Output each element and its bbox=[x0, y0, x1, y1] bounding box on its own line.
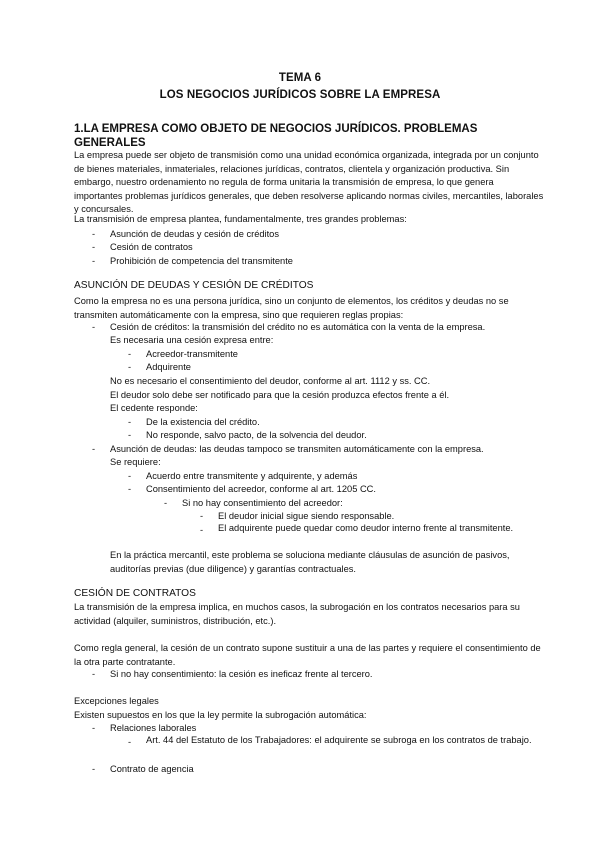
dash-bullet: - bbox=[128, 430, 132, 440]
consequence-item: El deudor inicial sigue siendo responsable. bbox=[218, 511, 395, 521]
exception-item: Contrato de agencia bbox=[110, 764, 194, 774]
dash-bullet: - bbox=[92, 322, 96, 332]
dash-bullet: - bbox=[128, 362, 132, 372]
problem-item: Asunción de deudas y cesión de créditos bbox=[110, 229, 280, 239]
section-heading-3: CESIÓN DE CONTRATOS bbox=[74, 588, 196, 599]
dash-bullet: - bbox=[128, 484, 132, 494]
page-title: LOS NEGOCIOS JURÍDICOS SOBRE LA EMPRESA bbox=[159, 89, 441, 101]
debtor-consent: No es necesario el consentimiento del deudor, conforme al art. 1112 y ss. CC. bbox=[110, 376, 431, 386]
responds-item: De la existencia del crédito. bbox=[146, 417, 260, 427]
practice-note: En la práctica mercantil, este problema se soluciona mediante cláusulas de asunción de pasivos, auditorías previas (due diligence) y garantías contractuales. bbox=[110, 550, 510, 574]
dash-bullet: - bbox=[128, 417, 132, 427]
section3-p1: La transmisión de la empresa implica, en muchos casos, la subrogación en los contratos necesarios para su actividad (alquiler, suministros, distribución, etc.). bbox=[74, 602, 520, 626]
dash-bullet: - bbox=[200, 525, 204, 535]
art44-note: Art. 44 del Estatuto de los Trabajadores: el adquirente se subroga en los contratos de trabajo. bbox=[146, 735, 532, 745]
dash-bullet: - bbox=[92, 256, 96, 266]
section-heading-2: ASUNCIÓN DE DEUDAS Y CESIÓN DE CRÉDITOS bbox=[74, 280, 314, 291]
no-consent-rule: Si no hay consentimiento: la cesión es ineficaz frente al tercero. bbox=[110, 669, 373, 679]
responds-item: No responde, salvo pacto, de la solvencia del deudor. bbox=[146, 430, 367, 440]
dash-bullet: - bbox=[128, 737, 132, 747]
topic-number: TEMA 6 bbox=[278, 72, 322, 84]
requires-label: Se requiere: bbox=[110, 457, 161, 467]
problem-item: Prohibición de competencia del transmitente bbox=[110, 256, 293, 266]
dash-bullet: - bbox=[92, 669, 96, 679]
credit-assignment: Cesión de créditos: la transmisión del crédito no es automática con la venta de la empresa. bbox=[110, 322, 486, 332]
exception-item: Relaciones laborales bbox=[110, 723, 197, 733]
exceptions-title: Excepciones legales bbox=[74, 696, 159, 706]
section-heading-1: 1.LA EMPRESA COMO OBJETO DE NEGOCIOS JURÍDICOS. PROBLEMAS GENERALES bbox=[74, 123, 478, 149]
section2-intro: Como la empresa no es una persona jurídica, sino un conjunto de elementos, los créditos y deudas no se transmiten automáticamente con la empresa, sino que requieren reglas propias: bbox=[74, 296, 509, 320]
dash-bullet: - bbox=[92, 242, 96, 252]
requirement-item: Acuerdo entre transmitente y adquirente, y además bbox=[146, 471, 358, 481]
requirement-item: Consentimiento del acreedor, conforme al art. 1205 CC. bbox=[146, 484, 376, 494]
party-item: Acreedor-transmitente bbox=[146, 349, 238, 359]
section1-intro: La empresa puede ser objeto de transmisión como una unidad económica organizada, integrada por un conjunto de bienes materiales, inmateriales, relaciones jurídicas, contratos, clientela y organización productiva. Sin embargo, nuestro ordenamiento no regula de forma unitaria la transmisión de empresa, lo que genera importantes problemas jurídicos generales, que deben resolverse aplicando normas civiles, mercantiles, laborales y concursales. bbox=[74, 150, 544, 215]
dash-bullet: - bbox=[164, 498, 168, 508]
no-creditor-consent: Si no hay consentimiento del acreedor: bbox=[182, 498, 343, 508]
assignor-responds: El cedente responde: bbox=[110, 403, 198, 413]
dash-bullet: - bbox=[92, 444, 96, 454]
problems-intro: La transmisión de empresa plantea, fundamentalmente, tres grandes problemas: bbox=[74, 214, 407, 224]
dash-bullet: - bbox=[92, 723, 96, 733]
exceptions-intro: Existen supuestos en los que la ley permite la subrogación automática: bbox=[74, 710, 367, 720]
dash-bullet: - bbox=[92, 764, 96, 774]
dash-bullet: - bbox=[128, 471, 132, 481]
dash-bullet: - bbox=[200, 511, 204, 521]
dash-bullet: - bbox=[92, 229, 96, 239]
express-assignment: Es necesaria una cesión expresa entre: bbox=[110, 335, 274, 345]
dash-bullet: - bbox=[128, 349, 132, 359]
debt-assumption: Asunción de deudas: las deudas tampoco se transmiten automáticamente con la empresa. bbox=[110, 444, 484, 454]
consequence-item: El adquirente puede quedar como deudor interno frente al transmitente. bbox=[218, 523, 514, 533]
problem-item: Cesión de contratos bbox=[110, 242, 193, 252]
debtor-notice: El deudor solo debe ser notificado para que la cesión produzca efectos frente a él. bbox=[110, 390, 450, 400]
section3-p2: Como regla general, la cesión de un contrato supone sustituir a una de las partes y requiere el consentimiento de la otra parte contratante. bbox=[74, 643, 541, 667]
party-item: Adquirente bbox=[146, 362, 191, 372]
